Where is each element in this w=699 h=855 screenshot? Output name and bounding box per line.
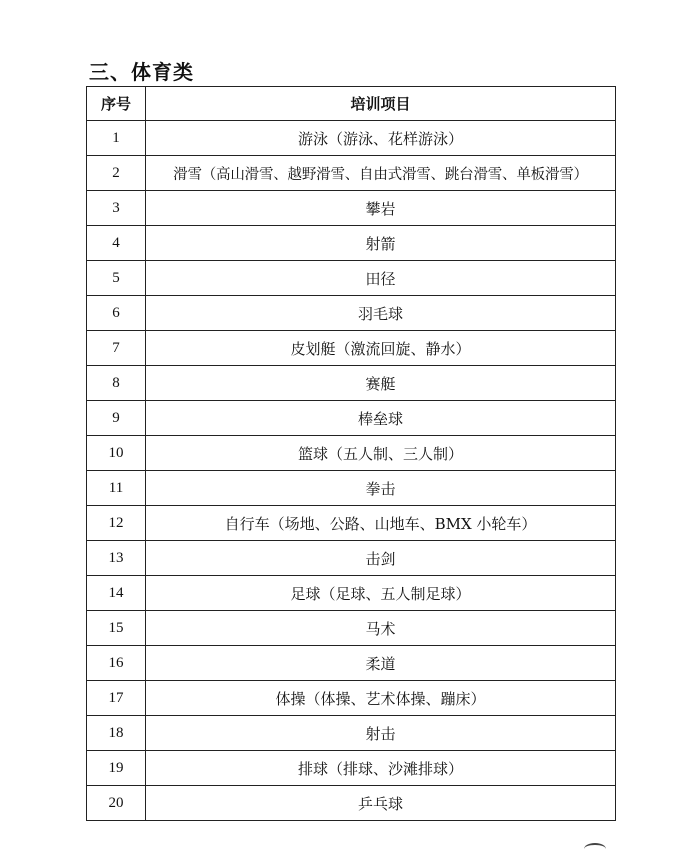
table-row — [87, 261, 616, 296]
row-number: 6 — [87, 296, 146, 331]
header-number: 序号 — [87, 87, 146, 121]
table-row — [87, 156, 616, 191]
row-number: 11 — [87, 471, 146, 506]
sports-training-table — [86, 86, 616, 821]
sports-training-table-container — [86, 86, 615, 821]
table-row — [87, 366, 616, 401]
row-training-item: 足球（足球、五人制足球） — [146, 576, 616, 611]
row-training-item: 排球（排球、沙滩排球） — [146, 751, 616, 786]
table-row — [87, 226, 616, 261]
row-training-item: 射箭 — [146, 226, 616, 261]
row-training-item: 乒乓球 — [146, 786, 616, 821]
table-row — [87, 331, 616, 366]
table-row — [87, 121, 616, 156]
table-row — [87, 681, 616, 716]
row-training-item: 羽毛球 — [146, 296, 616, 331]
row-number: 20 — [87, 786, 146, 821]
row-training-item: 田径 — [146, 261, 616, 296]
row-number: 9 — [87, 401, 146, 436]
table-row — [87, 506, 616, 541]
row-number: 13 — [87, 541, 146, 576]
table-row — [87, 436, 616, 471]
table-row — [87, 611, 616, 646]
row-number: 12 — [87, 506, 146, 541]
table-row — [87, 751, 616, 786]
row-training-item: 攀岩 — [146, 191, 616, 226]
row-number: 14 — [87, 576, 146, 611]
row-number: 18 — [87, 716, 146, 751]
row-training-item: 滑雪（高山滑雪、越野滑雪、自由式滑雪、跳台滑雪、单板滑雪） — [146, 156, 616, 191]
row-number: 8 — [87, 366, 146, 401]
row-training-item: 马术 — [146, 611, 616, 646]
row-number: 4 — [87, 226, 146, 261]
row-number: 17 — [87, 681, 146, 716]
row-training-item: 游泳（游泳、花样游泳） — [146, 121, 616, 156]
table-row — [87, 716, 616, 751]
row-number: 5 — [87, 261, 146, 296]
row-training-item: 击剑 — [146, 541, 616, 576]
table-row — [87, 541, 616, 576]
table-row — [87, 646, 616, 681]
table-row — [87, 576, 616, 611]
row-number: 2 — [87, 156, 146, 191]
row-number: 7 — [87, 331, 146, 366]
table-row — [87, 401, 616, 436]
row-training-item: 皮划艇（激流回旋、静水） — [146, 331, 616, 366]
row-training-item: 柔道 — [146, 646, 616, 681]
row-training-item: 篮球（五人制、三人制） — [146, 436, 616, 471]
row-training-item: 拳击 — [146, 471, 616, 506]
row-number: 1 — [87, 121, 146, 156]
table-header-row — [87, 87, 616, 121]
section-title: 三、体育类 — [89, 60, 194, 84]
table-row — [87, 471, 616, 506]
row-training-item: 赛艇 — [146, 366, 616, 401]
row-training-item: 射击 — [146, 716, 616, 751]
row-number: 3 — [87, 191, 146, 226]
header-training-item: 培训项目 — [146, 87, 616, 121]
row-training-item: 自行车（场地、公路、山地车、BMX 小轮车） — [146, 506, 616, 541]
row-number: 10 — [87, 436, 146, 471]
row-training-item: 棒垒球 — [146, 401, 616, 436]
row-training-item: 体操（体操、艺术体操、蹦床） — [146, 681, 616, 716]
row-number: 19 — [87, 751, 146, 786]
table-row — [87, 296, 616, 331]
table-row — [87, 191, 616, 226]
table-row — [87, 786, 616, 821]
scan-artifact-mark — [584, 843, 606, 855]
row-number: 15 — [87, 611, 146, 646]
row-number: 16 — [87, 646, 146, 681]
